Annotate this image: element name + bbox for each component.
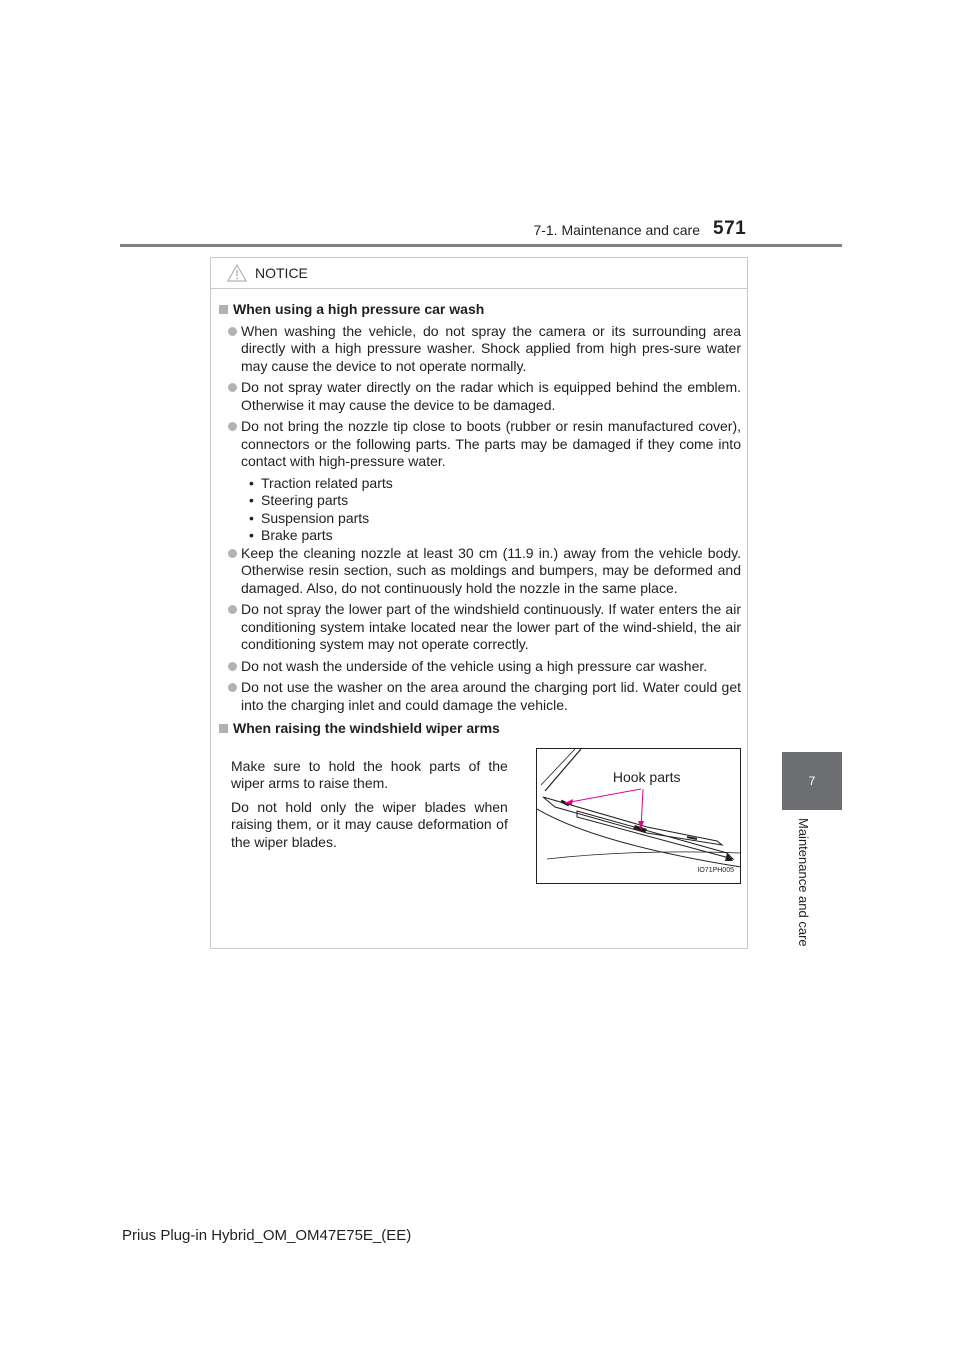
section-heading-wiper-arms: When raising the windshield wiper arms [219, 720, 741, 738]
parts-list-item: • Traction related parts [249, 475, 741, 493]
square-bullet-icon [219, 724, 228, 733]
chapter-tab[interactable] [782, 752, 842, 810]
chapter-tab-number: 7 [808, 774, 816, 788]
list-item: When washing the vehicle, do not spray the camera or its surrounding area directly with a high pressure washer. Shock applied from high pres-sure water may cause the device to not operate normally. [219, 323, 741, 376]
list-item: Do not wash the underside of the vehicle using a high pressure car washer. [219, 658, 741, 676]
paragraph: Make sure to hold the hook parts of the wiper arms to raise them. [231, 757, 508, 791]
parts-list-item: • Steering parts [249, 492, 741, 510]
notice-header [211, 258, 747, 289]
notice-box [210, 257, 748, 949]
chapter-tab-label: Maintenance and care [796, 818, 811, 947]
paragraph: Do not hold only the wiper blades when raising them, or it may cause deformation of the wiper blades. [231, 798, 508, 850]
figure-code: IO71PH005 [697, 867, 734, 874]
notice-title: NOTICE [255, 265, 308, 281]
warning-triangle-icon [227, 264, 247, 282]
parts-list [219, 475, 741, 545]
list-item: Do not spray the lower part of the windshield continuously. If water enters the air conditioning system intake located near the lower part of the wind-shield, the air conditioning system may not operate correctly. [219, 601, 741, 654]
header-rule [120, 244, 842, 247]
bullet-icon [228, 327, 237, 336]
list-item: Do not use the washer on the area around the charging port lid. Water could get into the charging inlet and could damage the vehicle. [219, 679, 741, 714]
bullet-icon [228, 683, 237, 692]
list-item: Do not bring the nozzle tip close to boots (rubber or resin manufactured cover), connectors or the following parts. The parts may be damaged if they come into contact with high-pressure water. [219, 418, 741, 471]
parts-list-item: • Suspension parts [249, 510, 741, 528]
bullet-icon [228, 605, 237, 614]
wiper-instructions [219, 748, 508, 884]
list-item: Do not spray water directly on the radar which is equipped behind the emblem. Otherwise it may cause the device to be damaged. [219, 379, 741, 414]
notice-body [211, 289, 747, 884]
section-heading-high-pressure-wash: When using a high pressure car wash [219, 301, 741, 319]
bullet-icon [228, 422, 237, 431]
footer-document-id: Prius Plug-in Hybrid_OM_OM47E75E_(EE) [122, 1227, 412, 1244]
parts-list-item: • Brake parts [249, 527, 741, 545]
page-number: 571 [713, 218, 747, 239]
square-bullet-icon [219, 305, 228, 314]
wiper-illustration [536, 748, 741, 884]
wiper-figure-row [219, 748, 741, 884]
bullet-icon [228, 383, 237, 392]
bullet-icon [228, 549, 237, 558]
hook-parts-label: Hook parts [612, 768, 681, 785]
list-item: Keep the cleaning nozzle at least 30 cm (11.9 in.) away from the vehicle body. Otherwise resin section, such as moldings and bumpers, may be deformed and damaged. Also, do not continuously hold the nozzle in the same place. [219, 545, 741, 598]
bullet-icon [228, 662, 237, 671]
